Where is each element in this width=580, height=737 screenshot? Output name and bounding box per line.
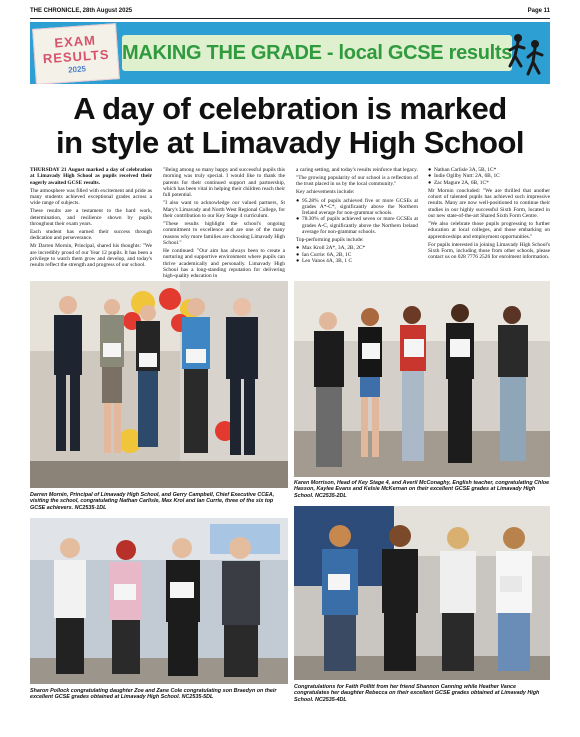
exam-results-badge — [32, 23, 120, 84]
article-paragraph: For pupils interested in joining Limavady High School's Sixth Form, including those from other schools, please contact us on 028 7776 2526 for enrolment information. — [428, 241, 550, 261]
photo-image — [30, 518, 288, 684]
publication-date: THE CHRONICLE, 28th August 2025 — [30, 8, 133, 14]
banner-title: MAKING THE GRADE - local GCSE results — [122, 35, 512, 71]
headline — [30, 92, 550, 160]
bullet-icon: ● — [428, 173, 432, 180]
article-paragraph: "Being among so many happy and successful pupils this morning was truly special. I would like to thank the parents for their continued support and partnership, which has been vital in helping their children reach their full potential. — [163, 167, 285, 199]
photo-principal-and-top-achievers — [30, 281, 288, 488]
badge-year: 2025 — [67, 64, 87, 75]
photo-caption: Sharon Pollock congratulating daughter Zoe and Zane Cole congratulating son Braedyn on their excellent GCSE grades obtained at Limavady High School. NC2535-5DL — [30, 688, 277, 701]
article-paragraph: "These results highlight the school's ongoing commitment to excellence and are one of the many reasons why more families are choosing Limavady High School." — [163, 220, 286, 246]
article-paragraph: Each student has earned their success through dedication and perseverance. — [30, 229, 152, 242]
list-item: ● Max Kroll 2A*, 3A, 2B, 2C* — [296, 245, 366, 252]
article-paragraph: Mr Mornin concluded: "We are thrilled that another cohort of talented pupils has achieved such impressive results. Many are now well-positioned to continue their studies in our highly successful Sixth Form, located in our new state-of-the-art Shared Sixth Form Centre. — [428, 187, 550, 219]
article-column-1 — [30, 167, 152, 270]
headline-line-1: A day of celebration is marked — [73, 91, 507, 126]
photo-image — [294, 506, 550, 680]
runners-silhouette-icon — [506, 30, 546, 78]
photo-caption: Karen Morrison, Head of Key Stage 4, and Averil McConaghy, English teacher, congratulating Chloe Hasson, Kaylee Evans and Kelsie McKernan on their excellent GCSE grades at Limavady High School. NC2535-2DL — [294, 480, 550, 499]
list-item: ● Zac Magure 2A, 6B, 1C* — [428, 179, 489, 186]
bullet-icon: ● — [296, 245, 300, 252]
article-lead: THURSDAY 21 August marked a day of celebration at Limavady High School as pupils received their eagerly awaited GCSE results. — [30, 167, 152, 186]
bullet-icon: ● — [428, 179, 432, 186]
article-paragraph: "I also want to acknowledge our valued partners, St Mary's Limavady and North West Regional College, for their contribution to our Key Stage 4 curriculum. — [163, 200, 285, 219]
article-column-2 — [163, 167, 285, 281]
top-pupils-heading: Top-performing pupils include: — [296, 237, 364, 244]
article-column-3 — [296, 167, 418, 266]
photo-caption: Congratulations for Faith Pollitt from her friend Shannon Canning while Heather Vance congratulates her daughter Rebecca on their excellent GCSE grades obtained at Limavady High School. NC2535-4DL — [294, 684, 540, 703]
section-banner — [30, 22, 550, 84]
bullet-icon: ● — [428, 167, 432, 173]
badge-line-1: EXAM — [53, 32, 97, 51]
list-item: ● 95.28% of pupils achieved five or more GCSEs at grades A*-C*, significantly above the Northern Ireland average for non-grammar schools. — [296, 197, 418, 217]
photo-parents-and-pupils — [30, 518, 288, 684]
photo-image — [30, 281, 288, 488]
photo-caption: Darren Mornin, Principal of Limavady High School, and Gerry Campbell, Chief Executive CCEA, visiting the school, congratulating Nathan Carlisle, Max Krol and Ian Currie, three of the six top GCSE achievers. NC2535-1DL — [30, 492, 275, 511]
top-pupils-list-continued — [428, 167, 550, 186]
achievements-list — [296, 198, 418, 236]
article-paragraph: These results are a testament to the hard work, determination, and resilience shown by pupils throughout their exam years. — [30, 208, 152, 227]
bullet-icon: ● — [296, 257, 300, 264]
photo-staff-and-pupils — [294, 281, 550, 477]
list-item: ● Ian Currie: 6A, 2B, 1C — [296, 251, 352, 258]
page-number: Page 11 — [527, 8, 550, 14]
article-paragraph: "We also celebrate those pupils progressing to further education at local colleges, and those embarking on apprenticeships and employment opportunities." — [428, 220, 550, 240]
headline-line-2: in style at Limavady High School — [55, 125, 525, 160]
article-paragraph: The atmosphere was filled with excitement and pride as many students achieved exceptional grades across a wide range of subjects. — [30, 187, 152, 207]
photo-image — [294, 281, 550, 477]
page-header-bar — [30, 6, 550, 19]
list-item: ● Leo Vanos 4A, 3B, 1 C — [296, 257, 353, 264]
article-column-4 — [428, 167, 550, 262]
article-paragraph: Key achievements include: — [296, 189, 355, 196]
photo-friends-and-family — [294, 506, 550, 680]
bullet-icon: ● — [296, 197, 300, 204]
list-item: ● 78.30% of pupils achieved seven or more GCSEs at grades A-C, significantly above the Northern Ireland average for non-grammar schools. — [296, 216, 418, 236]
badge-line-2: RESULTS — [42, 46, 110, 67]
article-paragraph: "The growing popularity of our school is a reflection of the trust placed in us by the local community." — [296, 175, 418, 188]
article-paragraph: a caring setting, and today's results reinforce that legacy. — [296, 167, 418, 173]
top-pupils-list — [296, 245, 418, 264]
article-paragraph: He continued: "Our aim has always been to create a nurturing and supportive environment where pupils can thrive academically and personally. Limavady High School has a long-standing reputation for delivering high-quality education in — [163, 247, 285, 280]
bullet-icon: ● — [296, 216, 300, 223]
bullet-icon: ● — [296, 251, 300, 258]
article-body — [30, 167, 550, 280]
list-item: ● Nathan Carlisle 3A, 5B, 1C* — [428, 167, 497, 173]
list-item: ● Indie Ogilby Nutt: 2A, 6B, 1C — [428, 173, 500, 180]
article-paragraph: Mr Darren Mornin, Principal, shared his thoughts: "We are incredibly proud of our Year 12 pupils. It has been a privilege to watch them grow and develop, and today's results reflect the strength and progress of our school. — [30, 243, 152, 269]
